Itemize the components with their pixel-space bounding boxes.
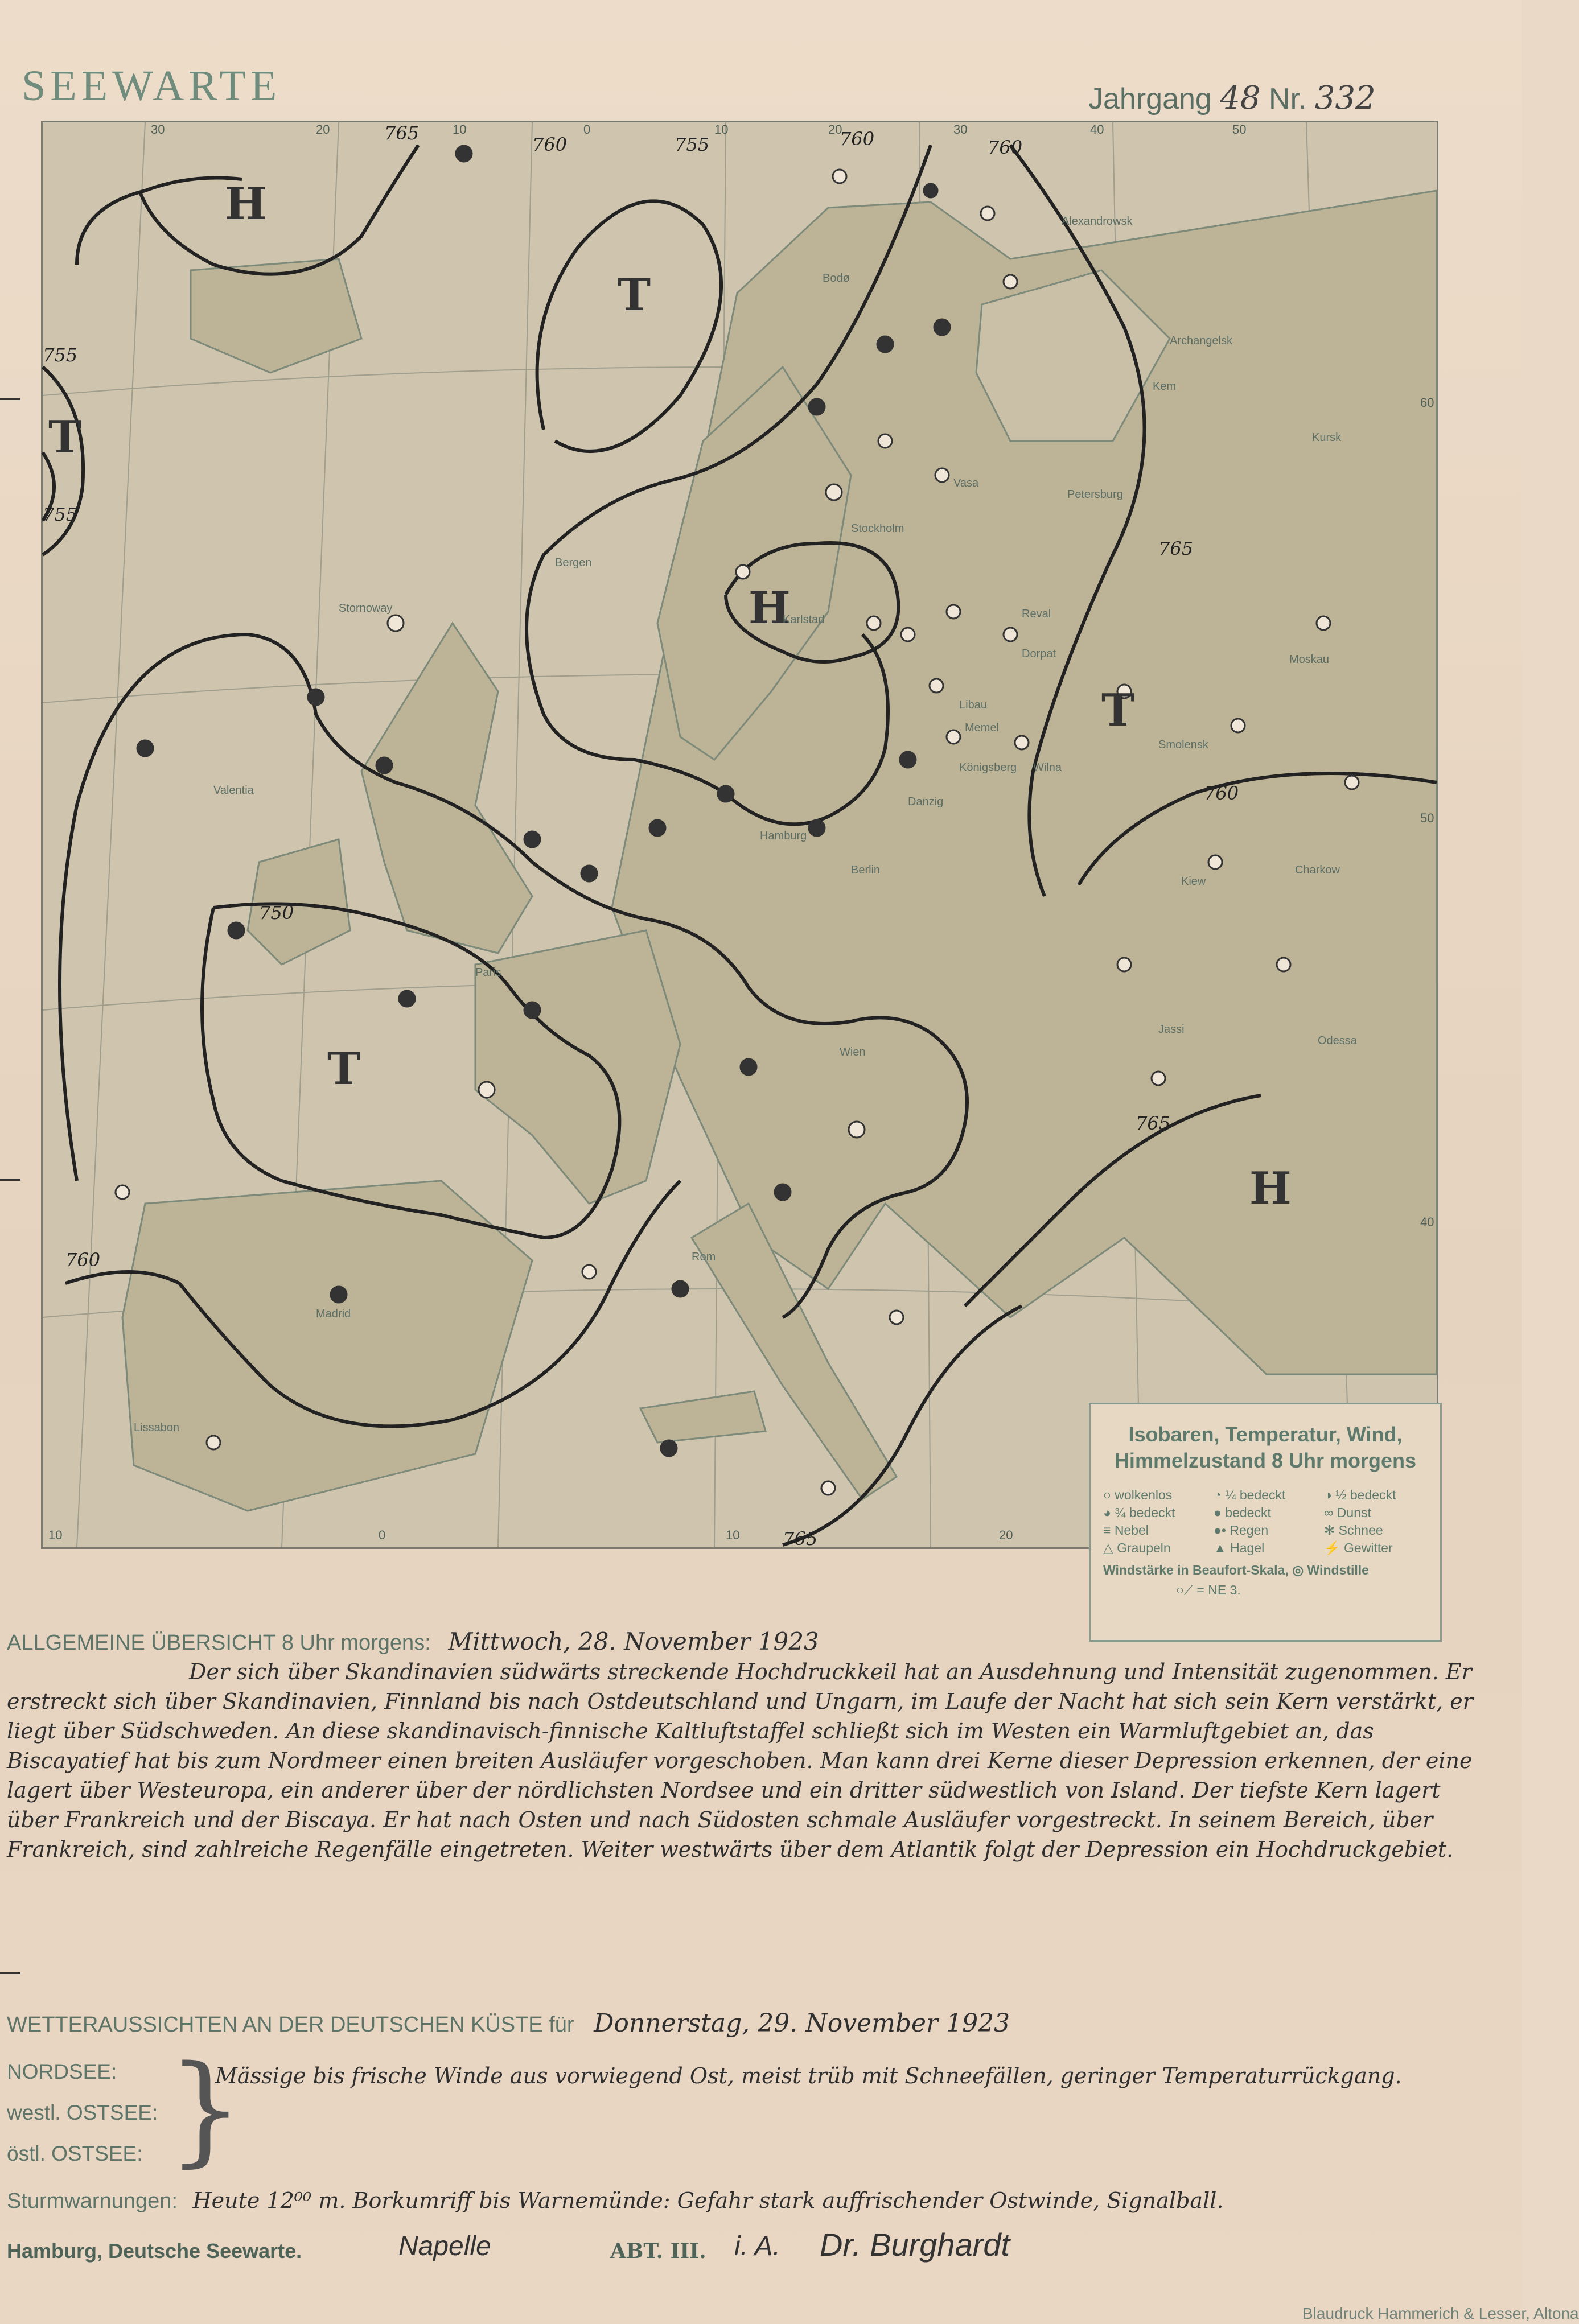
printer-note: Blaudruck Hammerich & Lesser, Altona bbox=[1302, 2305, 1579, 2322]
svg-text:Rom: Rom bbox=[692, 1251, 716, 1263]
svg-text:Memel: Memel bbox=[965, 722, 1000, 734]
svg-text:755: 755 bbox=[43, 504, 78, 525]
svg-text:765: 765 bbox=[384, 122, 420, 144]
center-t-iceland: T bbox=[48, 411, 82, 463]
svg-text:Karlstad: Karlstad bbox=[783, 613, 825, 626]
svg-text:750: 750 bbox=[259, 902, 294, 924]
forecast-label: WETTERAUSSICHTEN AN DER DEUTSCHEN KÜSTE für bbox=[7, 2013, 574, 2037]
svg-text:Libau: Libau bbox=[959, 699, 987, 711]
svg-text:765: 765 bbox=[1136, 1112, 1171, 1134]
svg-text:760: 760 bbox=[840, 128, 875, 150]
svg-text:760: 760 bbox=[532, 134, 568, 155]
svg-text:50: 50 bbox=[1232, 122, 1247, 137]
legend-item: ○ wolkenlos bbox=[1103, 1487, 1173, 1502]
svg-text:Archangelsk: Archangelsk bbox=[1170, 335, 1233, 347]
margin-tick bbox=[0, 1972, 20, 1974]
svg-text:Stockholm: Stockholm bbox=[851, 522, 904, 535]
legend-item: ▲ Hagel bbox=[1214, 1540, 1265, 1555]
region-brace: } bbox=[167, 2039, 244, 2179]
svg-text:10: 10 bbox=[453, 122, 467, 137]
margin-tick bbox=[0, 398, 20, 400]
svg-text:Danzig: Danzig bbox=[908, 796, 944, 808]
svg-text:Wilna: Wilna bbox=[1033, 761, 1062, 774]
nr-value: 332 bbox=[1314, 80, 1376, 117]
svg-text:20: 20 bbox=[828, 122, 842, 137]
svg-text:755: 755 bbox=[675, 134, 710, 155]
svg-text:760: 760 bbox=[65, 1249, 101, 1271]
legend-item: ≡ Nebel bbox=[1103, 1523, 1149, 1538]
center-t-russia: T bbox=[1101, 685, 1135, 736]
svg-text:Petersburg: Petersburg bbox=[1067, 488, 1123, 501]
svg-text:30: 30 bbox=[953, 122, 968, 137]
svg-text:Dorpat: Dorpat bbox=[1022, 648, 1056, 660]
svg-text:Bodø: Bodø bbox=[823, 272, 850, 285]
svg-text:Smolensk: Smolensk bbox=[1158, 739, 1208, 751]
region-westl-ostsee: westl. OSTSEE: bbox=[7, 2101, 158, 2124]
forecast-text: Mässige bis frische Winde aus vorwiegend Ost, meist trüb mit Schneefällen, geringer Temperaturrückgang. bbox=[215, 2063, 1402, 2088]
svg-text:0: 0 bbox=[379, 1528, 386, 1542]
footer-org: Hamburg, Deutsche Seewarte. bbox=[7, 2239, 302, 2263]
region-oestl-ostsee: östl. OSTSEE: bbox=[7, 2142, 143, 2165]
region-nordsee: NORDSEE: bbox=[7, 2060, 117, 2083]
jahrgang-label: Jahrgang bbox=[1088, 83, 1212, 116]
forecast-heading bbox=[7, 2009, 1010, 2038]
svg-text:760: 760 bbox=[988, 137, 1023, 158]
svg-text:Reval: Reval bbox=[1022, 608, 1051, 620]
storm-warning bbox=[7, 2188, 1223, 2214]
storm-text: Heute 12⁰⁰ m. Borkumriff bis Warnemünde: Gefahr stark auffrischender Ostwinde, Signalball. bbox=[192, 2188, 1224, 2213]
legend-wind-note: Windstärke in Beaufort-Skala, ◎ Windstille bbox=[1103, 1563, 1369, 1577]
header-title: SEEWARTE bbox=[22, 62, 282, 110]
svg-text:Madrid: Madrid bbox=[316, 1308, 351, 1320]
svg-text:Bergen: Bergen bbox=[555, 557, 592, 569]
svg-text:760: 760 bbox=[1204, 782, 1239, 804]
center-h-north: H bbox=[225, 178, 267, 230]
svg-text:40: 40 bbox=[1090, 122, 1104, 137]
svg-text:10: 10 bbox=[48, 1528, 63, 1542]
legend-item: ∞ Dunst bbox=[1324, 1505, 1371, 1520]
svg-text:Moskau: Moskau bbox=[1289, 653, 1330, 666]
svg-text:Odessa: Odessa bbox=[1318, 1035, 1357, 1047]
svg-text:Berlin: Berlin bbox=[851, 864, 881, 876]
signature-2: Dr. Burghardt bbox=[820, 2227, 1010, 2263]
svg-text:Vasa: Vasa bbox=[953, 477, 979, 489]
legend-item: ●• Regen bbox=[1214, 1523, 1269, 1538]
center-h-scandinavia: H bbox=[749, 582, 791, 634]
legend-item: ◔ ¼ bedeckt bbox=[1214, 1487, 1286, 1502]
legend-item: ✻ Schnee bbox=[1324, 1523, 1383, 1538]
center-t-nordmeer: T bbox=[618, 269, 651, 321]
svg-text:755: 755 bbox=[43, 344, 78, 366]
weather-map bbox=[41, 121, 1438, 1597]
overview-label: ALLGEMEINE ÜBERSICHT 8 Uhr morgens: bbox=[7, 1631, 431, 1655]
forecast-date: Donnerstag, 29. November 1923 bbox=[594, 2009, 1010, 2038]
svg-text:0: 0 bbox=[583, 122, 591, 137]
footer-ia: i. A. bbox=[734, 2231, 780, 2261]
legend-title bbox=[1091, 1421, 1440, 1474]
map-legend bbox=[1089, 1403, 1442, 1642]
legend-title-line2: Himmelzustand 8 Uhr morgens bbox=[1114, 1449, 1417, 1472]
signature-1: Napelle bbox=[398, 2231, 491, 2261]
legend-items bbox=[1103, 1487, 1429, 1556]
svg-text:10: 10 bbox=[726, 1528, 740, 1542]
storm-label: Sturmwarnungen: bbox=[7, 2189, 178, 2213]
center-t-biscay: T bbox=[327, 1043, 361, 1095]
footer-abt: ABT. III. bbox=[610, 2239, 706, 2263]
svg-text:50: 50 bbox=[1420, 811, 1434, 825]
svg-text:Paris: Paris bbox=[475, 966, 501, 979]
legend-item: ◑ ½ bedeckt bbox=[1324, 1487, 1396, 1502]
overview-date: Mittwoch, 28. November 1923 bbox=[448, 1627, 819, 1655]
legend-wind-example bbox=[1176, 1583, 1440, 1598]
svg-text:40: 40 bbox=[1420, 1215, 1434, 1229]
margin-tick bbox=[0, 1179, 20, 1181]
overview-heading bbox=[7, 1627, 819, 1655]
header-issue bbox=[1088, 80, 1376, 117]
svg-text:Kem: Kem bbox=[1153, 380, 1177, 393]
svg-text:Kiew: Kiew bbox=[1181, 875, 1206, 888]
svg-text:Kursk: Kursk bbox=[1312, 431, 1342, 444]
legend-example-text: = NE 3. bbox=[1196, 1583, 1241, 1597]
svg-text:20: 20 bbox=[316, 122, 330, 137]
wind-arrow-icon: ○⟋ bbox=[1176, 1583, 1193, 1597]
svg-text:Wien: Wien bbox=[840, 1046, 866, 1058]
svg-text:Hamburg: Hamburg bbox=[760, 830, 807, 842]
svg-text:Königsberg: Königsberg bbox=[959, 761, 1017, 774]
svg-text:Stornoway: Stornoway bbox=[339, 602, 393, 615]
svg-text:Valentia: Valentia bbox=[213, 784, 254, 797]
svg-text:Charkow: Charkow bbox=[1295, 864, 1340, 876]
legend-item: ◕ ¾ bedeckt bbox=[1103, 1505, 1175, 1520]
legend-item: ● bedeckt bbox=[1214, 1505, 1271, 1520]
center-h-southeast: H bbox=[1249, 1163, 1292, 1214]
legend-item: ⚡ Gewitter bbox=[1324, 1540, 1393, 1555]
svg-text:765: 765 bbox=[1158, 538, 1194, 559]
svg-text:765: 765 bbox=[783, 1528, 818, 1550]
svg-text:10: 10 bbox=[714, 122, 729, 137]
svg-text:60: 60 bbox=[1420, 395, 1434, 410]
svg-text:Alexandrowsk: Alexandrowsk bbox=[1062, 215, 1133, 228]
legend-title-line1: Isobaren, Temperatur, Wind, bbox=[1128, 1423, 1403, 1446]
svg-text:20: 20 bbox=[999, 1528, 1013, 1542]
legend-item: △ Graupeln bbox=[1103, 1540, 1171, 1555]
overview-text: Der sich über Skandinavien südwärts streckende Hochdruckkeil hat an Ausdehnung und Intensität zugenommen. Er erstreckt sich über Skandinavien, Finnland bis nach Ostdeutschland und Ungarn, im Laufe der Nacht hat sich sein Kern verstärkt, er liegt über Südschweden. An diese skandinavisch-finnische Kaltluftstaffel schließt sich im Westen ein Warmluftgebiet an, das Biscayatief hat bis zum Nordmeer einen breiten Ausläufer vorgeschoben. Man kann drei Kerne dieser Depression erkennen, der eine lagert über Westeuropa, ein anderer über der nördlichsten Nordsee und ein dritter südwestlich von Island. Der tiefste Kern lagert über Frankreich und der Biscaya. Er hat nach Osten und nach Südosten schmale Ausläufer vorgestreckt. In seinem Bereich, über Frankreich, sind zahlreiche Regenfälle eingetreten. Weiter westwärts über dem Atlantik folgt der Depression ein Hochdruckgebiet. bbox=[7, 1659, 1473, 1862]
svg-text:Lissabon: Lissabon bbox=[134, 1421, 180, 1434]
svg-text:30: 30 bbox=[151, 122, 165, 137]
jahrgang-value: 48 bbox=[1220, 80, 1261, 117]
svg-text:Jassi: Jassi bbox=[1158, 1023, 1185, 1036]
nr-label: Nr. bbox=[1269, 83, 1307, 116]
